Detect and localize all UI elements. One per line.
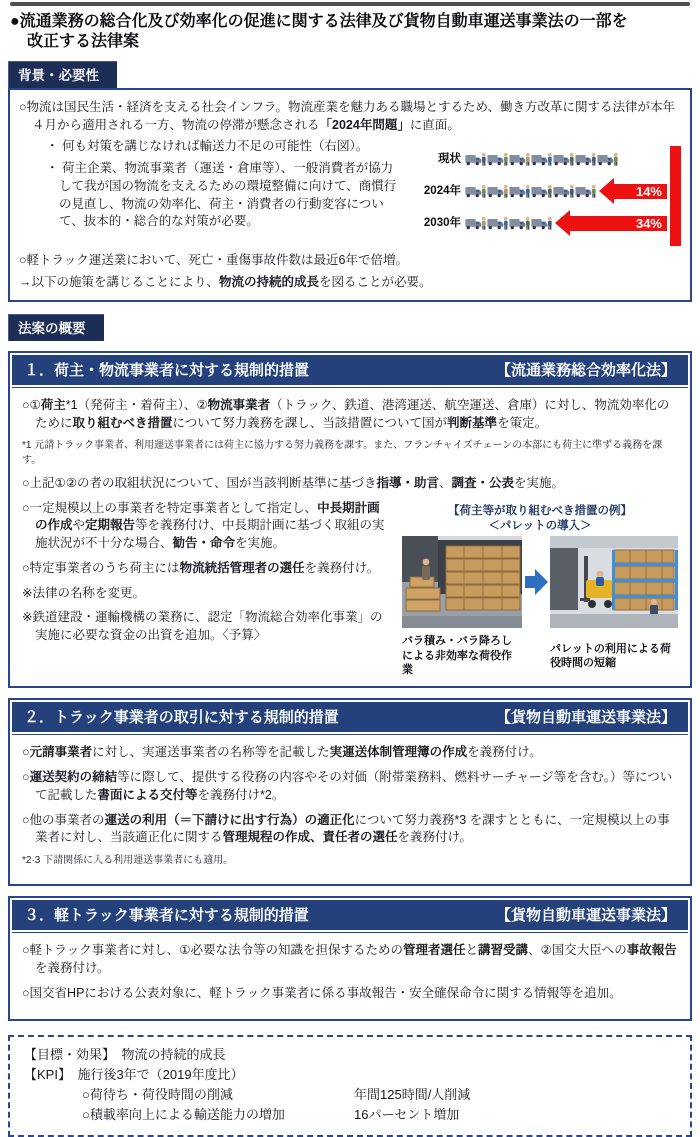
s3-paragraph-2: ○国交省HPにおける公表対象に、軽トラック事業者に係る事故報告・安全確保命令に関する情報等を追加。 — [22, 985, 622, 1000]
pallet-photo-captions — [402, 631, 678, 677]
s1-paragraph-2: ○上記①②の者の取組状況について、国が当該判断基準に基づき指導・助言、調査・公表を実施。 — [22, 475, 565, 490]
truck-driver-icon — [509, 182, 531, 201]
page-top-edge — [10, 2, 690, 6]
truck-driver-icon — [575, 182, 597, 201]
truck-icons — [465, 150, 619, 169]
page-title-line1: ●流通業務の総合化及び効率化の促進に関する法律及び貨物自動車運送事業法の一部を — [10, 13, 628, 30]
s1-paragraph-4: ○特定事業者のうち荷主には物流統括管理者の選任を義務付け。 — [22, 560, 380, 575]
loose-cargo-photo — [402, 536, 522, 628]
page-title-line2: 改正する法律案 — [27, 33, 140, 51]
pallet-example-figure — [402, 504, 678, 678]
section-2-title: ２．トラック事業者の取引に対する規制的措置 — [24, 709, 339, 727]
background-bullet-1: ・ 何も対策を講じなければ輸送力不足の可能性（右図）。 — [46, 139, 369, 154]
transport-capacity-figure — [415, 142, 681, 250]
kpi-row-2 — [24, 1105, 676, 1125]
pallet-figure-subcaption: ＜パレットの導入＞ — [488, 519, 592, 532]
pallet-figure-caption: 【荷主等が取り組むべき措置の例】 — [448, 504, 632, 517]
section-3-header — [12, 900, 688, 930]
section-2-header — [12, 702, 688, 732]
red-bar — [670, 146, 681, 246]
capacity-figure-rows — [415, 144, 667, 238]
section-3-title: ３．軽トラック事業者に対する規制的措置 — [24, 907, 309, 925]
s2-paragraph-3: ○他の事業者の運送の利用（＝下請けに出す行為）の適正化について努力義務*3 を課すとともに、一定規模以上の事業者に対し、当該適正化に関する管理規程の作成、責任者の選任を義務付け。 — [22, 812, 670, 845]
truck-driver-icon — [465, 214, 487, 233]
reduction-percent: 14% — [635, 183, 662, 199]
overview-section-tab: 法案の概要 — [8, 314, 104, 341]
section-1-law-name: 【流通業務総合効率化法】 — [495, 361, 676, 379]
truck-icons — [465, 214, 553, 233]
truck-driver-icon — [465, 150, 487, 169]
kpi-row-1-value: 年間125時間/人削減 — [354, 1086, 471, 1102]
truck-driver-icon — [509, 150, 531, 169]
section-1-header — [12, 355, 688, 385]
truck-driver-icon — [465, 182, 487, 201]
truck-icons — [465, 182, 597, 201]
truck-driver-icon — [487, 214, 509, 233]
truck-driver-icon — [509, 214, 531, 233]
s3-paragraph-1: ○軽トラック事業者に対し、①必要な法令等の知識を担保するための管理者選任と講習受講、②国交大臣への事故報告を義務付け。 — [22, 943, 677, 976]
kpi-row-2-label: ○積載率向上による輸送能力の増加 — [82, 1106, 285, 1122]
section-3-body — [12, 932, 688, 1016]
truck-driver-icon — [487, 150, 509, 169]
truck-driver-icon — [531, 150, 553, 169]
section-3-box — [8, 896, 692, 1020]
kpi-goal-line: 【目標・効果】 物流の持続的成長 — [24, 1046, 226, 1062]
background-paragraph-1: ○物流は国民生活・経済を支える社会インフラ。物流産業を魅力ある職場とするため、働き方改革に関する法律が本年４月から適用される一方、物流の停滞が懸念される「2024年問題」に直面。 — [19, 99, 676, 132]
background-bullet-2: ・ 荷主企業、物流事業者（運送・倉庫等）、一般消費者が協力して我が国の物流を支えるための環境整備に向けて、商慣行の見直し、物流の効率化、荷主・消費者の行動変容について、抜本的・総合的な対策が必要。 — [46, 161, 397, 229]
section-2-law-name: 【貨物自動車運送事業法】 — [495, 709, 676, 727]
reduction-arrow-icon — [570, 216, 667, 231]
kpi-box — [8, 1035, 692, 1137]
photo-right-caption: パレットの利用による荷役時間の短縮 — [550, 642, 671, 669]
kpi-header-line: 【KPI】 施行後3年で（2019年度比） — [24, 1066, 244, 1082]
s2-paragraph-1: ○元請事業者に対し、実運送事業者の名称等を記載した実運送体制管理簿の作成を義務付け。 — [22, 745, 542, 760]
background-paragraph-3: →以下の施策を講じることにより、物流の持続的成長を図ることが必要。 — [19, 275, 432, 290]
page-title — [10, 12, 690, 53]
background-box — [8, 88, 692, 302]
kpi-row-1 — [24, 1085, 676, 1105]
s2-paragraph-2: ○運送契約の締結等に際して、提供する役務の内容やその対価（附帯業務料、燃料サーチャージ等を含む。）等について記載した書面による交付等を義務付け*2。 — [22, 770, 673, 802]
s2-footnote: *2·3 下請関係に入る利用運送事業者にも適用。 — [22, 855, 234, 867]
kpi-row-2-value: 16パーセント増加 — [354, 1106, 460, 1122]
s1-note-2: ※鉄道建設・運輸機構の業務に、認定「物流総合効率化事業」の実施に必要な資金の出資を追加。〈予算〉 — [22, 610, 383, 643]
s1-paragraph-1: ○①荷主*1（発荷主・着荷主）、②物流事業者（トラック、鉄道、港湾運送、航空運送、倉庫）に対し、物流効率化のために取り組むべき措置について努力義務を課し、当該措置について国が判断基準を策定。 — [22, 397, 670, 430]
capacity-row — [415, 208, 667, 238]
pallet-photos — [402, 536, 678, 628]
section-1-body — [12, 387, 688, 684]
photo-left-caption: バラ積み・バラ降ろしによる非効率な荷役作業 — [402, 635, 512, 677]
section-2-body — [12, 734, 688, 882]
s1-footnote-1: *1 元請トラック事業者、利用運送事業者には荷主に協力する努力義務を課す。また、フランチャイズチェーンの本部にも荷主に準ずる義務を課す。 — [22, 440, 663, 466]
truck-driver-icon — [575, 150, 597, 169]
s1-paragraph-3: ○一定規模以上の事業者を特定事業者として指定し、中長期計画の作成や定期報告等を義務付け、中長期計画に基づく取組の実施状況が不十分な場合、勧告・命令を実施。 — [22, 500, 385, 551]
section-1-title: １．荷主・物流事業者に対する規制的措置 — [24, 361, 310, 379]
capacity-row — [415, 176, 667, 206]
kpi-row-1-label: ○荷待ち・荷役時間の削減 — [82, 1086, 233, 1102]
capacity-row-label: 現状 — [438, 153, 461, 166]
truck-driver-icon — [597, 150, 619, 169]
truck-driver-icon — [553, 182, 575, 201]
section-3-law-name: 【貨物自動車運送事業法】 — [495, 907, 676, 925]
capacity-row-label: 2024年 — [423, 185, 461, 198]
section-2-box — [8, 698, 692, 886]
section-1-box — [8, 351, 692, 688]
pallet-forklift-photo — [550, 536, 678, 628]
truck-driver-icon — [531, 214, 553, 233]
truck-driver-icon — [553, 150, 575, 169]
truck-driver-icon — [531, 182, 553, 201]
background-section-tab: 背景・必要性 — [8, 61, 117, 88]
reduction-percent: 34% — [635, 215, 662, 231]
capacity-row-label: 2030年 — [423, 217, 461, 230]
truck-driver-icon — [487, 182, 509, 201]
background-paragraph-2: ○軽トラック運送業において、死亡・重傷事故件数は最近6年で倍増。 — [19, 253, 409, 268]
reduction-arrow-icon — [614, 184, 667, 199]
capacity-row — [415, 144, 667, 174]
s1-note-1: ※法律の名称を変更。 — [22, 585, 145, 600]
